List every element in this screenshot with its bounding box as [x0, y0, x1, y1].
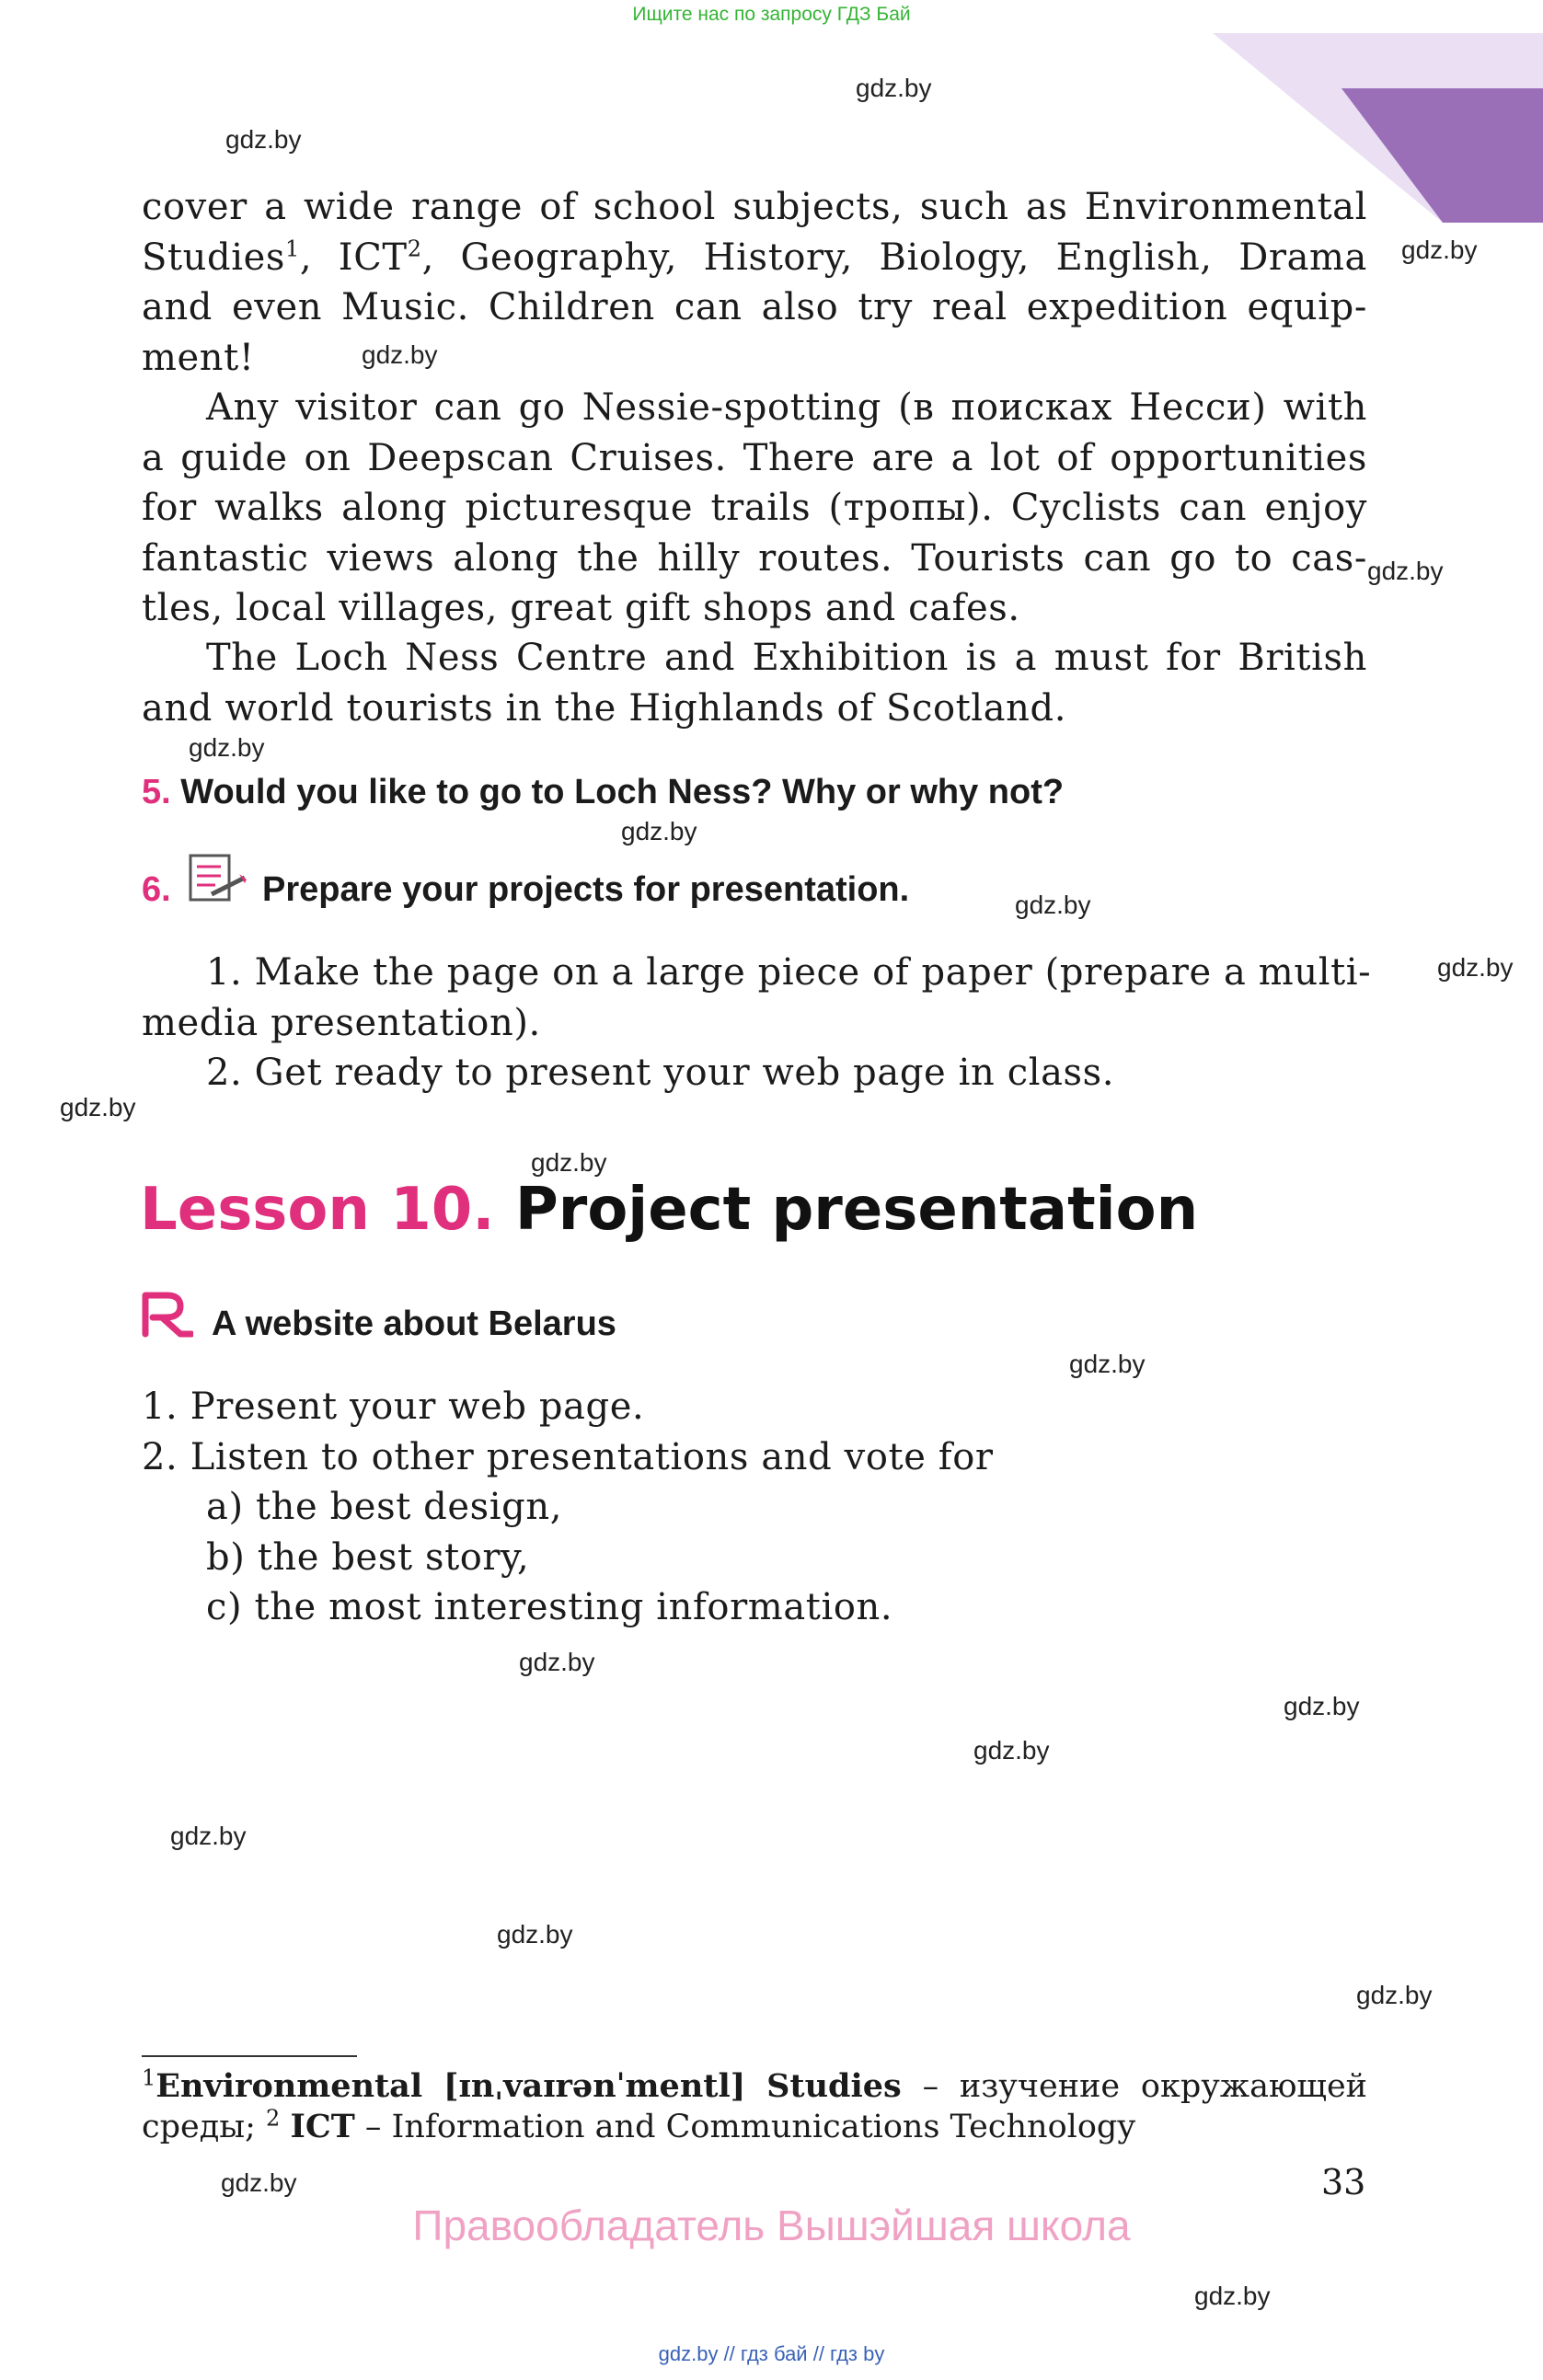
watermark: gdz.by — [170, 1822, 247, 1850]
steps-list — [142, 1382, 1062, 1633]
section-heading: A website about Belarus — [212, 1305, 616, 1343]
list-item: b) the best story, — [206, 1535, 530, 1579]
text-line: for walks along picturesque trails (тропы). Cyclists can enjoy — [142, 487, 1367, 529]
paragraph-visitors — [142, 383, 1367, 634]
watermark: gdz.by — [1437, 953, 1514, 982]
text-line: Studies$^1$, ICT$^2$, Geography, History, Biology, English, Drama — [142, 236, 1368, 279]
watermark: gdz.by — [1401, 236, 1478, 264]
watermark: gdz.by — [1284, 1692, 1360, 1720]
text-line: ment! — [142, 336, 255, 379]
footnote-divider — [142, 2055, 357, 2057]
bottom-links: gdz.by // гдз бай // гдз by — [658, 2342, 885, 2365]
list-item: 2. Listen to other presentations and vote for — [142, 1435, 994, 1478]
watermark: gdz.by — [1367, 557, 1444, 585]
list-item: 2. Get ready to present your web page in class. — [206, 1052, 1115, 1094]
watermark: gdz.by — [621, 817, 697, 845]
paragraph-centre — [142, 633, 1367, 733]
watermark: gdz.by — [531, 1148, 607, 1177]
task-text: Would you like to go to Loch Ness? Why or why not? — [180, 773, 1065, 811]
list-item: media presentation). — [142, 1001, 541, 1044]
watermark: gdz.by — [973, 1736, 1050, 1765]
watermark: gdz.by — [225, 125, 302, 154]
writing-icon — [188, 852, 248, 905]
watermark: gdz.by — [221, 2168, 297, 2197]
text-line: a guide on Deepscan Cruises. There are a lot of opportunities — [142, 436, 1367, 479]
watermark: gdz.by — [1015, 891, 1091, 919]
copyright-holder: Правообладатель Вышэйшая школа — [412, 2202, 1131, 2249]
paragraph-expedition — [142, 182, 1367, 383]
lesson-number: Lesson 10. — [140, 1176, 495, 1244]
task-number: 5. — [142, 773, 171, 811]
watermark: gdz.by — [1194, 2282, 1271, 2310]
watermark: gdz.by — [497, 1920, 573, 1949]
list-item: a) the best design, — [206, 1486, 563, 1528]
task-6 — [142, 870, 171, 910]
list-item: 1. Make the page on a large piece of paper (prepare a multi- — [206, 951, 1372, 994]
text-line: cover a wide range of school subjects, such as Environmental — [142, 186, 1367, 228]
watermark: gdz.by — [60, 1093, 136, 1121]
task-number: 6. — [142, 870, 171, 909]
lesson-name: Project presentation — [514, 1176, 1199, 1244]
footnote-line: $^1$Environmental [ɪnˌvaɪrənˈmentl] Studies – изучение окружающей — [142, 2064, 1367, 2105]
watermark: gdz.by — [856, 74, 932, 102]
footnote-line: среды; $^2$ ICT – Information and Communications Technology — [142, 2105, 1136, 2145]
r-letter-icon — [140, 1290, 193, 1338]
watermark: gdz.by — [1069, 1350, 1146, 1378]
watermark: gdz.by — [189, 733, 265, 762]
text-line: fantastic views along the hilly routes. Tourists can go to cas- — [142, 536, 1367, 580]
watermark: gdz.by — [362, 340, 438, 369]
watermark: gdz.by — [1356, 1981, 1433, 2009]
watermark: gdz.by — [519, 1648, 595, 1676]
text-line: and even Music. Children can also try real expedition equip- — [142, 286, 1367, 328]
task-text: Prepare your projects for presentation. — [262, 870, 910, 909]
task-6-items — [142, 948, 1372, 1098]
lesson-title — [140, 1176, 1198, 1244]
text-line: and world tourists in the Highlands of Scotland. — [142, 686, 1067, 730]
top-search-note: Ищите нас по запросу ГДЗ Бай — [632, 4, 911, 25]
list-item: c) the most interesting information. — [206, 1586, 893, 1628]
text-line: Any visitor can go Nessie-spotting (в поисках Несси) with — [206, 386, 1367, 429]
list-item: 1. Present your web page. — [142, 1385, 645, 1428]
page-number: 33 — [1321, 2162, 1366, 2202]
text-line: The Loch Ness Centre and Exhibition is a must for British — [206, 637, 1367, 679]
task-5 — [142, 773, 1064, 812]
footnote — [142, 2066, 1367, 2147]
text-line: tles, local villages, great gift shops and cafes. — [142, 587, 1020, 629]
